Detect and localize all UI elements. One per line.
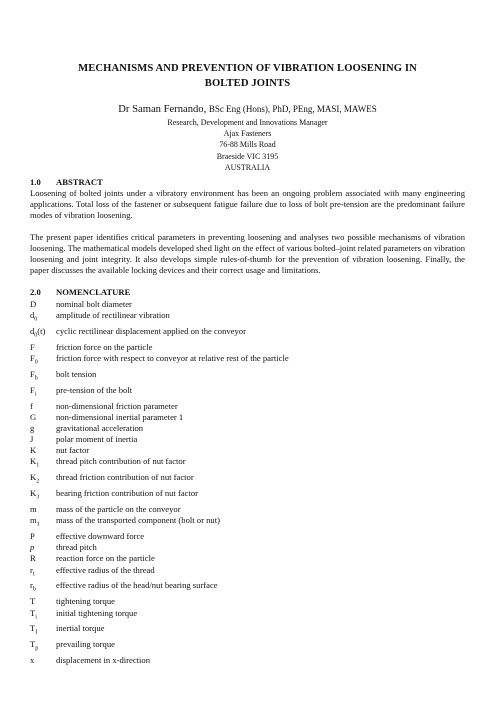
nomenclature-item xyxy=(30,565,465,581)
nomenclature-definition: inertial torque xyxy=(56,623,105,634)
title-line-1: MECHANISMS AND PREVENTION OF VIBRATION LOOSENING IN xyxy=(78,63,417,74)
symbol-base: R xyxy=(30,553,36,564)
affiliation-country: AUSTRALIA xyxy=(224,162,271,172)
nomenclature-item xyxy=(30,353,465,369)
nomenclature-definition: non-dimensional friction parameter xyxy=(56,400,178,411)
symbol-base: f xyxy=(30,400,33,411)
nomenclature-definition: non-dimensional inertial parameter 1 xyxy=(56,411,184,422)
abstract-section-title: ABSTRACT xyxy=(56,177,103,188)
author-qualifications: BSc Eng (Hons), PhD, PEng, MASI, MAWES xyxy=(208,104,377,114)
nomenclature-item xyxy=(30,326,465,342)
nomenclature-item xyxy=(30,342,465,353)
nomenclature-item xyxy=(30,504,465,515)
nomenclature-symbol xyxy=(30,423,56,434)
symbol-base: J xyxy=(30,434,34,445)
symbol-base: D xyxy=(30,299,37,310)
symbol-subscript: b xyxy=(32,587,36,594)
nomenclature-definition: bolt tension xyxy=(56,368,97,379)
affiliation-company: Ajax Fasteners xyxy=(223,129,272,139)
nomenclature-item xyxy=(30,542,465,553)
nomenclature-symbol xyxy=(30,596,56,607)
paper-page xyxy=(0,61,495,701)
nomenclature-definition: thread friction contribution of nut factor xyxy=(56,472,194,483)
nomenclature-definition: pre-tension of the bolt xyxy=(56,384,133,395)
nomenclature-definition: nut factor xyxy=(56,445,90,456)
nomenclature-symbol xyxy=(30,353,56,369)
nomenclature-symbol xyxy=(30,542,56,553)
nomenclature-item xyxy=(30,310,465,326)
nomenclature-definition: mass of the transported component (bolt or nut) xyxy=(56,515,220,526)
symbol-base: F xyxy=(30,384,35,395)
nomenclature-item xyxy=(30,472,465,488)
nomenclature-symbol xyxy=(30,369,56,385)
nomenclature-item xyxy=(30,412,465,423)
nomenclature-definition: friction force on the particle xyxy=(56,341,153,352)
nomenclature-definition: prevailing torque xyxy=(56,639,115,650)
nomenclature-symbol xyxy=(30,488,56,504)
nomenclature-item xyxy=(30,434,465,445)
nomenclature-item xyxy=(30,423,465,434)
symbol-base: K xyxy=(30,488,37,499)
symbol-base: T xyxy=(30,623,36,634)
symbol-base: r xyxy=(30,580,33,591)
symbol-subscript: I xyxy=(35,630,38,637)
affiliation-role: Research, Development and Innovations Manager xyxy=(167,118,328,127)
nomenclature-symbol xyxy=(30,504,56,515)
nomenclature-definition: gravitational acceleration xyxy=(56,423,144,434)
symbol-base: m xyxy=(30,504,37,515)
nomenclature-symbol xyxy=(30,310,56,326)
nomenclature-definition: cyclic rectilinear displacement applied on the conveyor xyxy=(56,326,246,337)
nomenclature-section-number: 2.0 xyxy=(30,287,41,298)
nomenclature-symbol xyxy=(30,385,56,401)
nomenclature-item xyxy=(30,553,465,564)
affiliation-city: Braeside VIC 3195 xyxy=(216,151,279,161)
nomenclature-item xyxy=(30,596,465,607)
nomenclature-symbol xyxy=(30,655,56,666)
symbol-base: F xyxy=(30,368,35,379)
nomenclature-symbol xyxy=(30,608,56,624)
symbol-subscript: 2 xyxy=(36,479,40,486)
symbol-subscript: 3 xyxy=(36,494,40,501)
title-line-2: BOLTED JOINTS xyxy=(204,78,291,89)
symbol-subscript: 1 xyxy=(36,521,40,528)
abstract-paragraph-2: The present paper identifies critical parameters in preventing loosening and analyses two possible mechanisms of vibration loosening. The mathematical models developed shed light on the effect of various bolted–joint related parameters on vibration loosening and joint integrity. It also develops simple rules-of-thumb for the prevention of vibration loosening. Finally, the paper discusses the available locking devices and their correct usage and limitations. xyxy=(30,232,465,276)
nomenclature-symbol xyxy=(30,434,56,445)
nomenclature-definition: reaction force on the particle xyxy=(56,553,155,564)
nomenclature-item xyxy=(30,608,465,624)
nomenclature-item xyxy=(30,515,465,531)
nomenclature-definition: displacement in x-direction xyxy=(56,655,151,666)
author-block xyxy=(30,102,465,173)
nomenclature-symbol xyxy=(30,456,56,472)
symbol-base: d xyxy=(30,326,35,337)
nomenclature-section-title: NOMENCLATURE xyxy=(56,287,131,298)
nomenclature-symbol xyxy=(30,342,56,353)
author-line xyxy=(30,102,465,117)
nomenclature-item xyxy=(30,580,465,596)
symbol-subscript: t xyxy=(32,571,35,578)
symbol-base: p xyxy=(30,542,35,553)
nomenclature-item xyxy=(30,639,465,655)
nomenclature-symbol xyxy=(30,412,56,423)
nomenclature-symbol xyxy=(30,623,56,639)
symbol-base: G xyxy=(30,411,37,422)
nomenclature-item xyxy=(30,385,465,401)
nomenclature-symbol xyxy=(30,472,56,488)
symbol-base: g xyxy=(30,423,35,434)
nomenclature-definition: effective radius of the head/nut bearing surface xyxy=(56,580,218,591)
nomenclature-list xyxy=(30,299,465,666)
abstract-section-number: 1.0 xyxy=(30,177,41,188)
symbol-base: r xyxy=(30,564,33,575)
nomenclature-symbol xyxy=(30,515,56,531)
symbol-base: x xyxy=(30,655,35,666)
symbol-base: T xyxy=(30,607,36,618)
symbol-subscript: p xyxy=(35,645,39,652)
nomenclature-item xyxy=(30,401,465,412)
symbol-subscript: 0 xyxy=(34,316,38,323)
symbol-base: K xyxy=(30,472,37,483)
affiliation-street: 76-88 Mills Road xyxy=(219,140,276,150)
nomenclature-symbol xyxy=(30,639,56,655)
symbol-subscript: 0 xyxy=(34,359,38,366)
nomenclature-symbol xyxy=(30,326,56,342)
nomenclature-definition: initial tightening torque xyxy=(56,607,138,618)
nomenclature-definition: effective radius of the thread xyxy=(56,564,155,575)
nomenclature-definition: polar moment of inertia xyxy=(56,434,138,445)
symbol-subscript: b xyxy=(34,375,38,382)
nomenclature-item xyxy=(30,623,465,639)
nomenclature-definition: friction force with respect to conveyor at relative rest of the particle xyxy=(56,353,289,364)
symbol-base: T xyxy=(30,639,36,650)
nomenclature-item xyxy=(30,299,465,310)
nomenclature-item xyxy=(30,456,465,472)
nomenclature-symbol xyxy=(30,445,56,456)
nomenclature-heading xyxy=(30,287,465,298)
nomenclature-item xyxy=(30,655,465,666)
nomenclature-item xyxy=(30,531,465,542)
nomenclature-symbol xyxy=(30,553,56,564)
nomenclature-symbol xyxy=(30,531,56,542)
nomenclature-definition: tightening torque xyxy=(56,596,115,607)
symbol-base: K xyxy=(30,445,37,456)
nomenclature-item xyxy=(30,488,465,504)
nomenclature-symbol xyxy=(30,299,56,310)
abstract-heading xyxy=(30,177,465,188)
nomenclature-symbol xyxy=(30,565,56,581)
symbol-base: F xyxy=(30,353,35,364)
nomenclature-definition: mass of the particle on the conveyor xyxy=(56,504,181,515)
symbol-base: F xyxy=(30,341,35,352)
nomenclature-definition: thread pitch contribution of nut factor xyxy=(56,456,186,467)
author-name: Dr Saman Fernando, xyxy=(118,104,207,115)
symbol-base: T xyxy=(30,596,36,607)
symbol-base: P xyxy=(30,531,35,542)
symbol-subscript: i xyxy=(34,391,37,398)
symbol-subscript: 0 xyxy=(34,332,38,339)
symbol-base: d xyxy=(30,310,35,321)
symbol-base: m xyxy=(30,515,37,526)
paper-title xyxy=(30,61,465,91)
nomenclature-definition: thread pitch xyxy=(56,542,97,553)
nomenclature-item xyxy=(30,445,465,456)
nomenclature-symbol xyxy=(30,401,56,412)
nomenclature-definition: bearing friction contribution of nut factor xyxy=(56,488,198,499)
nomenclature-item xyxy=(30,369,465,385)
nomenclature-definition: effective downward force xyxy=(56,531,145,542)
symbol-base: K xyxy=(30,456,37,467)
symbol-subscript: i xyxy=(35,614,37,621)
symbol-subscript: 1 xyxy=(36,463,40,470)
nomenclature-definition: amplitude of rectilinear vibration xyxy=(56,310,170,321)
nomenclature-definition: nominal bolt diameter xyxy=(56,299,132,310)
symbol-suffix: (t) xyxy=(37,326,46,337)
abstract-paragraph-1: Loosening of bolted joints under a vibratory environment has been an ongoing problem associated with many engineering applications. Total loss of the fastener or subsequent fatigue failure due to loss of bolt pre-tension are the predominant failure modes of vibration loosening. xyxy=(30,188,465,221)
nomenclature-symbol xyxy=(30,580,56,596)
